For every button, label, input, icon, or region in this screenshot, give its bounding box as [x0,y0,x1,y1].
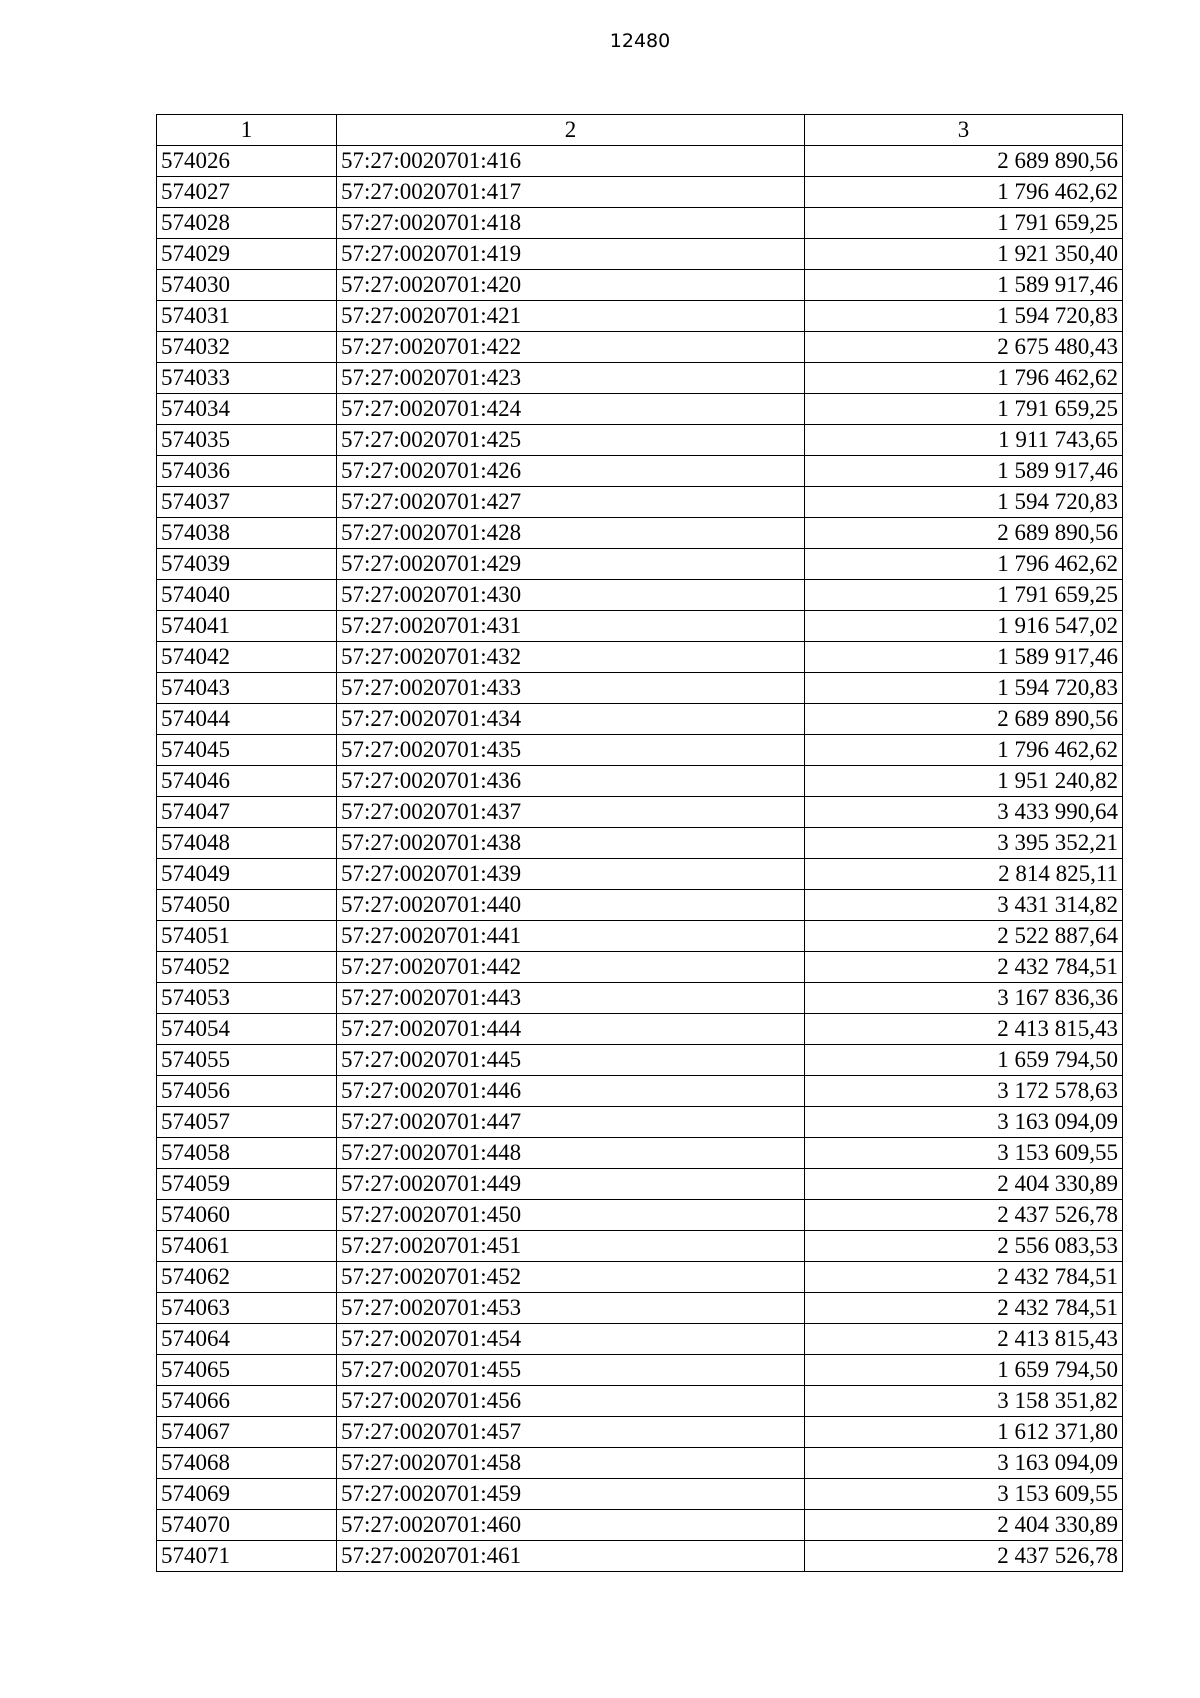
row-number-cell: 574027 [157,177,337,208]
cadastral-number-cell: 57:27:0020701:421 [337,301,805,332]
value-cell: 3 158 351,82 [805,1386,1123,1417]
value-cell: 2 689 890,56 [805,704,1123,735]
cadastral-number-cell: 57:27:0020701:459 [337,1479,805,1510]
cadastral-number-cell: 57:27:0020701:454 [337,1324,805,1355]
value-cell: 1 796 462,62 [805,177,1123,208]
cadastral-number-cell: 57:27:0020701:425 [337,425,805,456]
cadastral-number-cell: 57:27:0020701:456 [337,1386,805,1417]
value-cell: 1 796 462,62 [805,549,1123,580]
row-number-cell: 574052 [157,952,337,983]
table-row [157,704,1123,735]
table-row [157,1200,1123,1231]
value-cell: 1 589 917,46 [805,642,1123,673]
value-cell: 1 911 743,65 [805,425,1123,456]
table-row [157,1138,1123,1169]
value-cell: 2 432 784,51 [805,1262,1123,1293]
cadastral-number-cell: 57:27:0020701:426 [337,456,805,487]
table-body [157,146,1123,1572]
value-cell: 2 413 815,43 [805,1014,1123,1045]
value-cell: 3 163 094,09 [805,1107,1123,1138]
value-cell: 1 921 350,40 [805,239,1123,270]
row-number-cell: 574067 [157,1417,337,1448]
cadastral-number-cell: 57:27:0020701:450 [337,1200,805,1231]
row-number-cell: 574041 [157,611,337,642]
value-cell: 2 814 825,11 [805,859,1123,890]
value-cell: 1 659 794,50 [805,1355,1123,1386]
row-number-cell: 574043 [157,673,337,704]
row-number-cell: 574049 [157,859,337,890]
table-row [157,735,1123,766]
row-number-cell: 574064 [157,1324,337,1355]
table-row [157,425,1123,456]
table-row [157,921,1123,952]
row-number-cell: 574030 [157,270,337,301]
table-row [157,1169,1123,1200]
column-header-3: 3 [805,115,1123,146]
row-number-cell: 574066 [157,1386,337,1417]
value-cell: 1 796 462,62 [805,735,1123,766]
table-row [157,1014,1123,1045]
row-number-cell: 574029 [157,239,337,270]
cadastral-number-cell: 57:27:0020701:460 [337,1510,805,1541]
value-cell: 1 589 917,46 [805,270,1123,301]
value-cell: 1 594 720,83 [805,673,1123,704]
table-row [157,890,1123,921]
value-cell: 2 437 526,78 [805,1200,1123,1231]
cadastral-number-cell: 57:27:0020701:417 [337,177,805,208]
cadastral-number-cell: 57:27:0020701:431 [337,611,805,642]
table-row [157,859,1123,890]
table-row [157,549,1123,580]
table-row [157,766,1123,797]
table-row [157,952,1123,983]
value-cell: 2 437 526,78 [805,1541,1123,1572]
row-number-cell: 574061 [157,1231,337,1262]
table-row [157,642,1123,673]
cadastral-number-cell: 57:27:0020701:458 [337,1448,805,1479]
value-cell: 2 522 887,64 [805,921,1123,952]
value-cell: 3 153 609,55 [805,1479,1123,1510]
cadastral-number-cell: 57:27:0020701:432 [337,642,805,673]
cadastral-number-cell: 57:27:0020701:446 [337,1076,805,1107]
cadastral-number-cell: 57:27:0020701:444 [337,1014,805,1045]
cadastral-number-cell: 57:27:0020701:443 [337,983,805,1014]
row-number-cell: 574035 [157,425,337,456]
table-row [157,177,1123,208]
value-cell: 1 796 462,62 [805,363,1123,394]
table-row [157,1107,1123,1138]
row-number-cell: 574033 [157,363,337,394]
value-cell: 1 951 240,82 [805,766,1123,797]
value-cell: 2 556 083,53 [805,1231,1123,1262]
cadastral-number-cell: 57:27:0020701:451 [337,1231,805,1262]
row-number-cell: 574059 [157,1169,337,1200]
row-number-cell: 574037 [157,487,337,518]
row-number-cell: 574063 [157,1293,337,1324]
table-row [157,1417,1123,1448]
row-number-cell: 574056 [157,1076,337,1107]
table-row [157,146,1123,177]
table-header-row [157,115,1123,146]
row-number-cell: 574039 [157,549,337,580]
value-cell: 1 594 720,83 [805,487,1123,518]
cadastral-number-cell: 57:27:0020701:433 [337,673,805,704]
table-row [157,1541,1123,1572]
cadastral-number-cell: 57:27:0020701:453 [337,1293,805,1324]
value-cell: 3 167 836,36 [805,983,1123,1014]
row-number-cell: 574028 [157,208,337,239]
cadastral-number-cell: 57:27:0020701:438 [337,828,805,859]
cadastral-number-cell: 57:27:0020701:416 [337,146,805,177]
table-row [157,456,1123,487]
row-number-cell: 574062 [157,1262,337,1293]
table-row [157,332,1123,363]
cadastral-number-cell: 57:27:0020701:420 [337,270,805,301]
value-cell: 3 395 352,21 [805,828,1123,859]
table-row [157,1045,1123,1076]
value-cell: 3 172 578,63 [805,1076,1123,1107]
cadastral-number-cell: 57:27:0020701:442 [337,952,805,983]
cadastral-number-cell: 57:27:0020701:428 [337,518,805,549]
value-cell: 1 791 659,25 [805,208,1123,239]
value-cell: 2 432 784,51 [805,952,1123,983]
row-number-cell: 574060 [157,1200,337,1231]
value-cell: 1 791 659,25 [805,394,1123,425]
table-row [157,487,1123,518]
cadastral-number-cell: 57:27:0020701:435 [337,735,805,766]
row-number-cell: 574057 [157,1107,337,1138]
value-cell: 2 675 480,43 [805,332,1123,363]
row-number-cell: 574042 [157,642,337,673]
data-table [156,114,1123,1572]
table-row [157,1479,1123,1510]
row-number-cell: 574047 [157,797,337,828]
value-cell: 1 594 720,83 [805,301,1123,332]
cadastral-number-cell: 57:27:0020701:429 [337,549,805,580]
value-cell: 2 689 890,56 [805,146,1123,177]
cadastral-number-cell: 57:27:0020701:419 [337,239,805,270]
column-header-1: 1 [157,115,337,146]
row-number-cell: 574050 [157,890,337,921]
cadastral-number-cell: 57:27:0020701:430 [337,580,805,611]
row-number-cell: 574034 [157,394,337,425]
table-row [157,394,1123,425]
value-cell: 2 404 330,89 [805,1169,1123,1200]
row-number-cell: 574036 [157,456,337,487]
row-number-cell: 574026 [157,146,337,177]
value-cell: 3 153 609,55 [805,1138,1123,1169]
table-row [157,828,1123,859]
cadastral-number-cell: 57:27:0020701:455 [337,1355,805,1386]
row-number-cell: 574055 [157,1045,337,1076]
row-number-cell: 574038 [157,518,337,549]
cadastral-number-cell: 57:27:0020701:452 [337,1262,805,1293]
value-cell: 2 432 784,51 [805,1293,1123,1324]
row-number-cell: 574046 [157,766,337,797]
cadastral-number-cell: 57:27:0020701:418 [337,208,805,239]
cadastral-number-cell: 57:27:0020701:448 [337,1138,805,1169]
table-row [157,1293,1123,1324]
row-number-cell: 574045 [157,735,337,766]
value-cell: 1 612 371,80 [805,1417,1123,1448]
cadastral-number-cell: 57:27:0020701:441 [337,921,805,952]
cadastral-number-cell: 57:27:0020701:436 [337,766,805,797]
row-number-cell: 574031 [157,301,337,332]
cadastral-number-cell: 57:27:0020701:440 [337,890,805,921]
table-row [157,611,1123,642]
value-cell: 1 916 547,02 [805,611,1123,642]
table-row [157,1448,1123,1479]
value-cell: 3 433 990,64 [805,797,1123,828]
row-number-cell: 574032 [157,332,337,363]
cadastral-number-cell: 57:27:0020701:437 [337,797,805,828]
table-row [157,983,1123,1014]
cadastral-number-cell: 57:27:0020701:449 [337,1169,805,1200]
value-cell: 2 689 890,56 [805,518,1123,549]
row-number-cell: 574053 [157,983,337,1014]
page-number: 12480 [609,30,671,52]
cadastral-number-cell: 57:27:0020701:434 [337,704,805,735]
value-cell: 2 404 330,89 [805,1510,1123,1541]
row-number-cell: 574069 [157,1479,337,1510]
table-row [157,363,1123,394]
value-cell: 1 589 917,46 [805,456,1123,487]
row-number-cell: 574065 [157,1355,337,1386]
row-number-cell: 574044 [157,704,337,735]
table-row [157,208,1123,239]
table-row [157,1510,1123,1541]
table-row [157,673,1123,704]
row-number-cell: 574040 [157,580,337,611]
row-number-cell: 574070 [157,1510,337,1541]
table-row [157,270,1123,301]
cadastral-number-cell: 57:27:0020701:424 [337,394,805,425]
table-row [157,1355,1123,1386]
cadastral-number-cell: 57:27:0020701:422 [337,332,805,363]
value-cell: 3 431 314,82 [805,890,1123,921]
table-row [157,518,1123,549]
row-number-cell: 574054 [157,1014,337,1045]
table-row [157,1262,1123,1293]
row-number-cell: 574071 [157,1541,337,1572]
value-cell: 1 791 659,25 [805,580,1123,611]
column-header-2: 2 [337,115,805,146]
cadastral-number-cell: 57:27:0020701:445 [337,1045,805,1076]
table-row [157,1324,1123,1355]
cadastral-number-cell: 57:27:0020701:439 [337,859,805,890]
cadastral-number-cell: 57:27:0020701:457 [337,1417,805,1448]
cadastral-number-cell: 57:27:0020701:461 [337,1541,805,1572]
cadastral-number-cell: 57:27:0020701:447 [337,1107,805,1138]
value-cell: 3 163 094,09 [805,1448,1123,1479]
cadastral-number-cell: 57:27:0020701:423 [337,363,805,394]
table-row [157,239,1123,270]
row-number-cell: 574051 [157,921,337,952]
value-cell: 1 659 794,50 [805,1045,1123,1076]
row-number-cell: 574058 [157,1138,337,1169]
cadastral-number-cell: 57:27:0020701:427 [337,487,805,518]
row-number-cell: 574048 [157,828,337,859]
table-row [157,1231,1123,1262]
value-cell: 2 413 815,43 [805,1324,1123,1355]
table-row [157,580,1123,611]
row-number-cell: 574068 [157,1448,337,1479]
table-row [157,1386,1123,1417]
table-row [157,797,1123,828]
table-row [157,301,1123,332]
table-row [157,1076,1123,1107]
